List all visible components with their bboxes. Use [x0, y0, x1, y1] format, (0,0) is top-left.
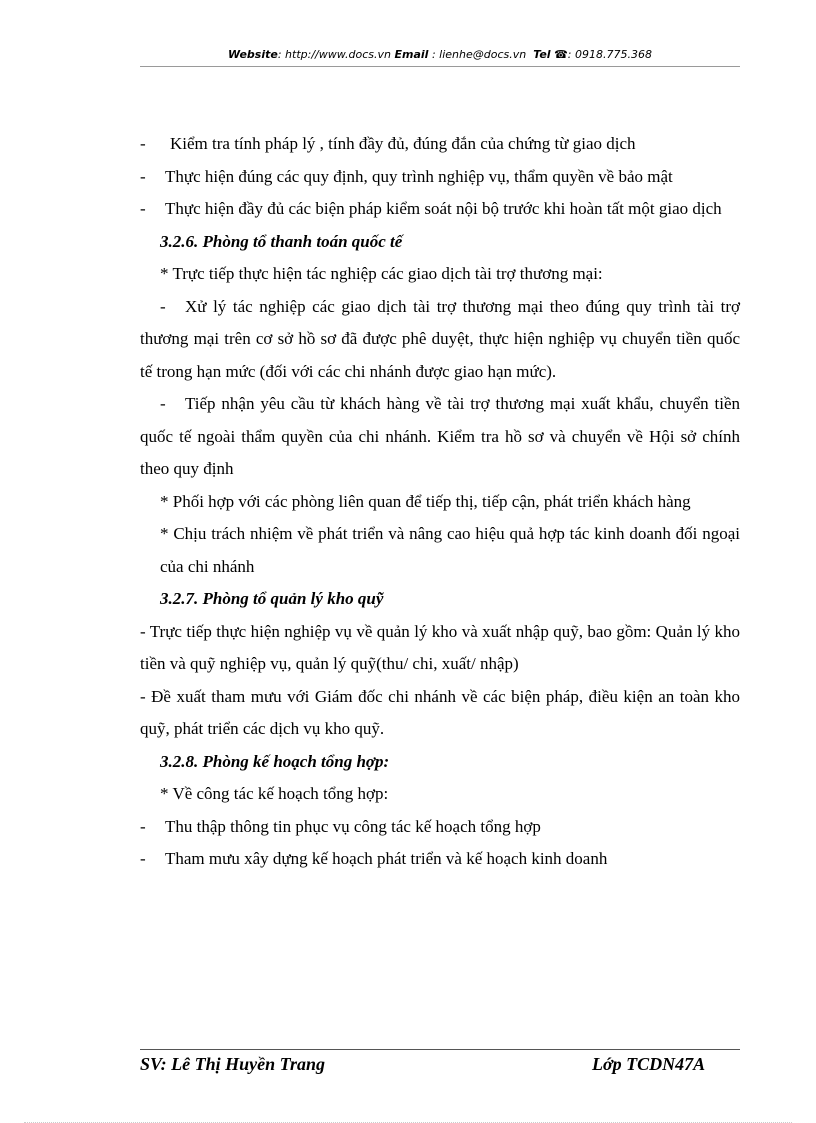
footer-rule [140, 1049, 740, 1050]
paragraph-text: * Chịu trách nhiệm về phát triển và nâng cao hiệu quả hợp tác kinh doanh đối ngoại của chi nhánh [160, 524, 740, 576]
bullet-text: Tham mưu xây dựng kế hoạch phát triển và kế hoạch kinh doanh [165, 849, 608, 868]
section-heading-3-2-7: 3.2.7. Phòng tổ quản lý kho quỹ [160, 589, 384, 608]
bullet-text: Thực hiện đầy đủ các biện pháp kiểm soát nội bộ trước khi hoàn tất một giao dịch [165, 199, 722, 218]
paragraph-text: * Về công tác kế hoạch tổng hợp: [160, 784, 389, 803]
bullet-item: - Thực hiện đầy đủ các biện pháp kiểm soát nội bộ trước khi hoàn tất một giao dịch [140, 193, 740, 226]
header-rule [140, 66, 740, 67]
website-label: Website [228, 48, 278, 61]
footer-class: Lớp TCDN47A [592, 1054, 706, 1074]
bullet-item: - Tham mưu xây dựng kế hoạch phát triển và kế hoạch kinh doanh [140, 843, 740, 876]
paragraph-text: - Tiếp nhận yêu cầu từ khách hàng về tài trợ thương mại xuất khẩu, chuyển tiền quốc tế ngoài thẩm quyền của chi nhánh. Kiểm tra hồ sơ và chuyển về Hội sở chính theo quy định [140, 394, 740, 478]
bullet-text: Thu thập thông tin phục vụ công tác kế hoạch tổng hợp [165, 816, 541, 836]
phone-icon: ☎ [554, 48, 568, 61]
bullet-item: - Thu thập thông tin phục vụ công tác kế hoạch tổng hợp [140, 811, 740, 844]
document-body [140, 128, 740, 876]
paragraph-text: * Phối hợp với các phòng liên quan để tiếp thị, tiếp cận, phát triển khách hàng [160, 491, 691, 511]
paragraph-text: - Xử lý tác nghiệp các giao dịch tài trợ thương mại theo đúng quy trình tài trợ thương mại trên cơ sở hồ sơ đã được phê duyệt, thực hiện nghiệp vụ chuyển tiền quốc tế trong hạn mức (đối với các chi nhánh được giao hạn mức). [140, 296, 740, 381]
paragraph-text: - Trực tiếp thực hiện nghiệp vụ về quản lý kho và xuất nhập quỹ, bao gồm: Quản lý kho tiền và quỹ nghiệp vụ, quản lý quỹ(thu/ chi, xuất/ nhập) [140, 621, 740, 673]
bullet-item: - Thực hiện đúng các quy định, quy trình nghiệp vụ, thẩm quyền về bảo mật [140, 161, 740, 194]
paragraph-text: * Trực tiếp thực hiện tác nghiệp các giao dịch tài trợ thương mại: [160, 264, 603, 283]
bullet-text: Kiểm tra tính pháp lý , tính đầy đủ, đúng đắn của chứng từ giao dịch [170, 134, 636, 153]
paragraph-text: - Đề xuất tham mưu với Giám đốc chi nhánh về các biện pháp, điều kiện an toàn kho quỹ, phát triển các dịch vụ kho quỹ. [140, 686, 740, 738]
section-heading-3-2-6: 3.2.6. Phòng tổ thanh toán quốc tế [160, 231, 403, 251]
email-label: Email [394, 48, 429, 61]
email-value: : lienhe@docs.vn [431, 48, 527, 61]
tel-label: Tel [533, 48, 551, 61]
section-heading-3-2-8: 3.2.8. Phòng kế hoạch tổng hợp: [160, 751, 390, 771]
bullet-text: Thực hiện đúng các quy định, quy trình nghiệp vụ, thẩm quyền về bảo mật [165, 166, 673, 186]
website-value: : http://www.docs.vn [277, 48, 392, 61]
footer-student: SV: Lê Thị Huyền Trang [140, 1054, 326, 1074]
tel-value: : 0918.775.368 [567, 48, 652, 61]
bullet-item: - Kiểm tra tính pháp lý , tính đầy đủ, đúng đắn của chứng từ giao dịch [140, 128, 740, 161]
page-header [140, 48, 740, 61]
